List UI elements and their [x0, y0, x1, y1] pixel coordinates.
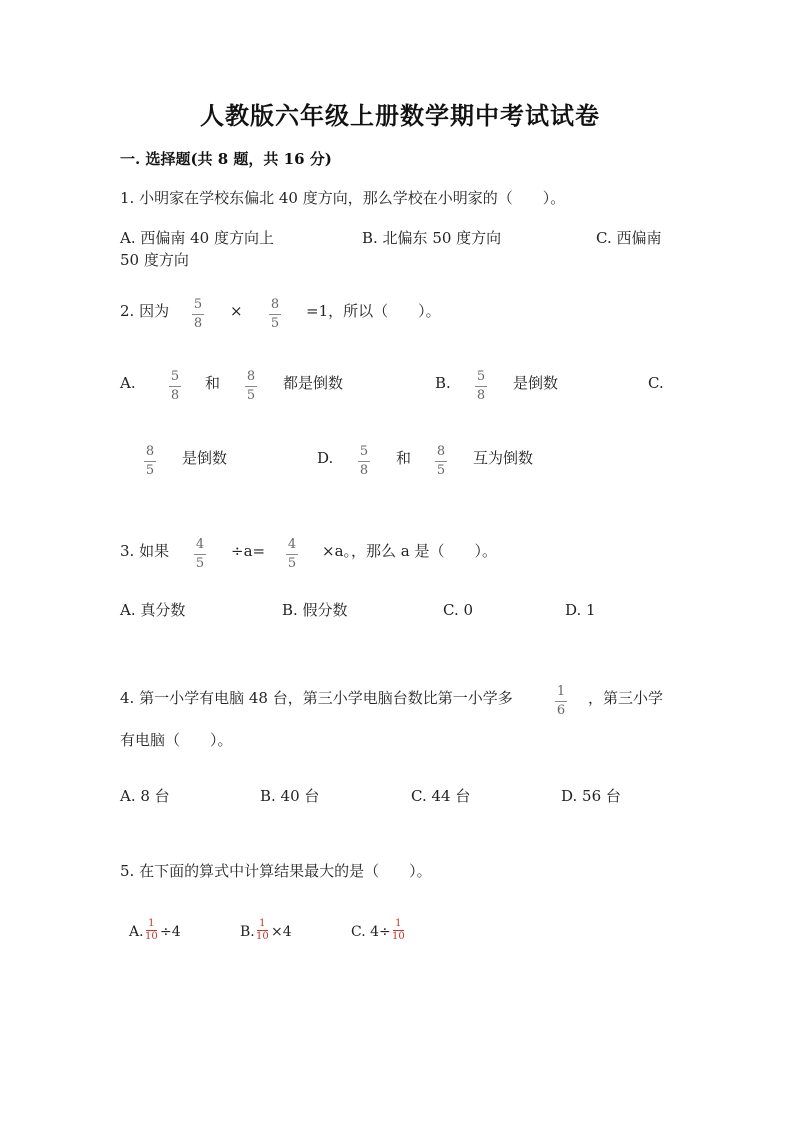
question-2-option-b-label[interactable]: B.: [435, 374, 451, 392]
question-3-prefix: 3. 如果: [120, 542, 170, 560]
question-2-option-a-text: 都是倒数: [283, 374, 344, 392]
numerator: 5: [476, 369, 486, 384]
question-2-option-c-text: 是倒数: [182, 449, 228, 467]
and-text: 和: [205, 374, 221, 392]
numerator: 4: [287, 537, 297, 552]
fraction-bar: [169, 386, 181, 387]
fraction-bar: [144, 461, 156, 462]
denominator: 5: [145, 463, 155, 478]
denominator: 8: [170, 388, 180, 403]
numerator: 5: [359, 444, 369, 459]
question-3-fraction-1: [194, 538, 206, 571]
numerator: 8: [436, 444, 446, 459]
question-2-option-b-fraction: [475, 370, 487, 403]
numerator: 1: [556, 684, 566, 699]
question-2-option-d-text: 互为倒数: [473, 449, 534, 467]
question-2-option-b-text: 是倒数: [513, 374, 559, 392]
numerator: 8: [145, 444, 155, 459]
fraction-bar: [269, 314, 281, 315]
fraction-bar: [286, 554, 298, 555]
question-2-option-a-label[interactable]: A.: [120, 374, 136, 392]
question-3-option-d[interactable]: D. 1: [565, 601, 596, 619]
question-3-option-b[interactable]: B. 假分数: [282, 601, 348, 619]
question-4-option-b[interactable]: B. 40 台: [260, 787, 320, 805]
question-3-option-a[interactable]: A. 真分数: [120, 601, 186, 619]
question-2-option-a-fraction-1: [169, 370, 181, 403]
denominator: 8: [193, 316, 203, 331]
fraction-bar: [245, 386, 257, 387]
denominator: 5: [195, 556, 205, 571]
question-2-option-d-fraction-1: [358, 445, 370, 478]
question-1-option-b[interactable]: B. 北偏东 50 度方向: [362, 229, 502, 247]
fraction-bar: [475, 386, 487, 387]
question-5-option-a-operation: ÷4: [160, 924, 181, 940]
fraction-bar: [192, 314, 204, 315]
question-2-suffix: =1，所以（ ）。: [306, 302, 441, 320]
denominator: 5: [287, 556, 297, 571]
question-4-option-d[interactable]: D. 56 台: [561, 787, 621, 805]
fraction-bar: [194, 554, 206, 555]
numerator: 8: [246, 369, 256, 384]
question-4-option-c[interactable]: C. 44 台: [411, 787, 471, 805]
page-title: 人教版六年级上册数学期中考试试卷: [200, 101, 600, 130]
numerator: 4: [195, 537, 205, 552]
fraction-bar: [358, 461, 370, 462]
fraction-bar: [435, 461, 447, 462]
denominator: 10: [145, 931, 158, 942]
numerator: 5: [193, 297, 203, 312]
question-1-option-c-continued: 50 度方向: [120, 251, 189, 269]
question-4-fraction: [555, 685, 567, 718]
numerator: 1: [148, 918, 155, 929]
fraction-bar: [555, 701, 567, 702]
question-4-stem-line-1-end: ，第三小学: [588, 689, 664, 707]
section-heading: 一. 选择题(共 8 题，共 16 分): [120, 150, 332, 168]
denominator: 10: [392, 931, 405, 942]
question-2-option-c-fraction: [144, 445, 156, 478]
question-5-option-b-fraction: [256, 919, 269, 942]
denominator: 8: [476, 388, 486, 403]
denominator: 5: [436, 463, 446, 478]
and-text: 和: [396, 449, 412, 467]
question-2-fraction-2: [269, 298, 281, 331]
question-3-divide: ÷a=: [231, 542, 266, 560]
denominator: 5: [246, 388, 256, 403]
question-4-option-a[interactable]: A. 8 台: [120, 787, 170, 805]
question-5-option-a-label[interactable]: A.: [129, 924, 144, 940]
question-5-option-a-fraction: [145, 919, 158, 942]
numerator: 1: [259, 918, 266, 929]
question-3-option-c[interactable]: C. 0: [443, 601, 474, 619]
question-4-stem-line-1: 4. 第一小学有电脑 48 台，第三小学电脑台数比第一小学多: [120, 689, 513, 707]
question-1-option-a[interactable]: A. 西偏南 40 度方向上: [120, 229, 274, 247]
denominator: 6: [556, 703, 566, 718]
denominator: 8: [359, 463, 369, 478]
question-2-option-d-fraction-2: [435, 445, 447, 478]
question-5-option-b-label[interactable]: B.: [240, 924, 255, 940]
question-2-prefix: 2. 因为: [120, 302, 170, 320]
question-1-stem: 1. 小明家在学校东偏北 40 度方向，那么学校在小明家的（ ）。: [120, 189, 566, 207]
question-5-option-b-operation: ×4: [271, 924, 292, 940]
question-3-fraction-2: [286, 538, 298, 571]
question-4-stem-line-2: 有电脑（ ）。: [120, 731, 233, 749]
question-5-option-c-label[interactable]: C. 4÷: [351, 924, 391, 940]
question-3-suffix: ×a。，那么 a 是（ ）。: [322, 542, 497, 560]
question-2-option-d-label[interactable]: D.: [317, 449, 334, 467]
question-5-option-c-fraction: [392, 919, 405, 942]
question-2-option-c-label[interactable]: C.: [648, 374, 664, 392]
denominator: 10: [256, 931, 269, 942]
numerator: 8: [270, 297, 280, 312]
question-2-fraction-1: [192, 298, 204, 331]
question-5-stem: 5. 在下面的算式中计算结果最大的是（ ）。: [120, 862, 432, 880]
numerator: 1: [395, 918, 402, 929]
denominator: 5: [270, 316, 280, 331]
question-2-option-a-fraction-2: [245, 370, 257, 403]
question-1-option-c[interactable]: C. 西偏南: [596, 229, 662, 247]
numerator: 5: [170, 369, 180, 384]
times-sign: ×: [230, 302, 243, 320]
